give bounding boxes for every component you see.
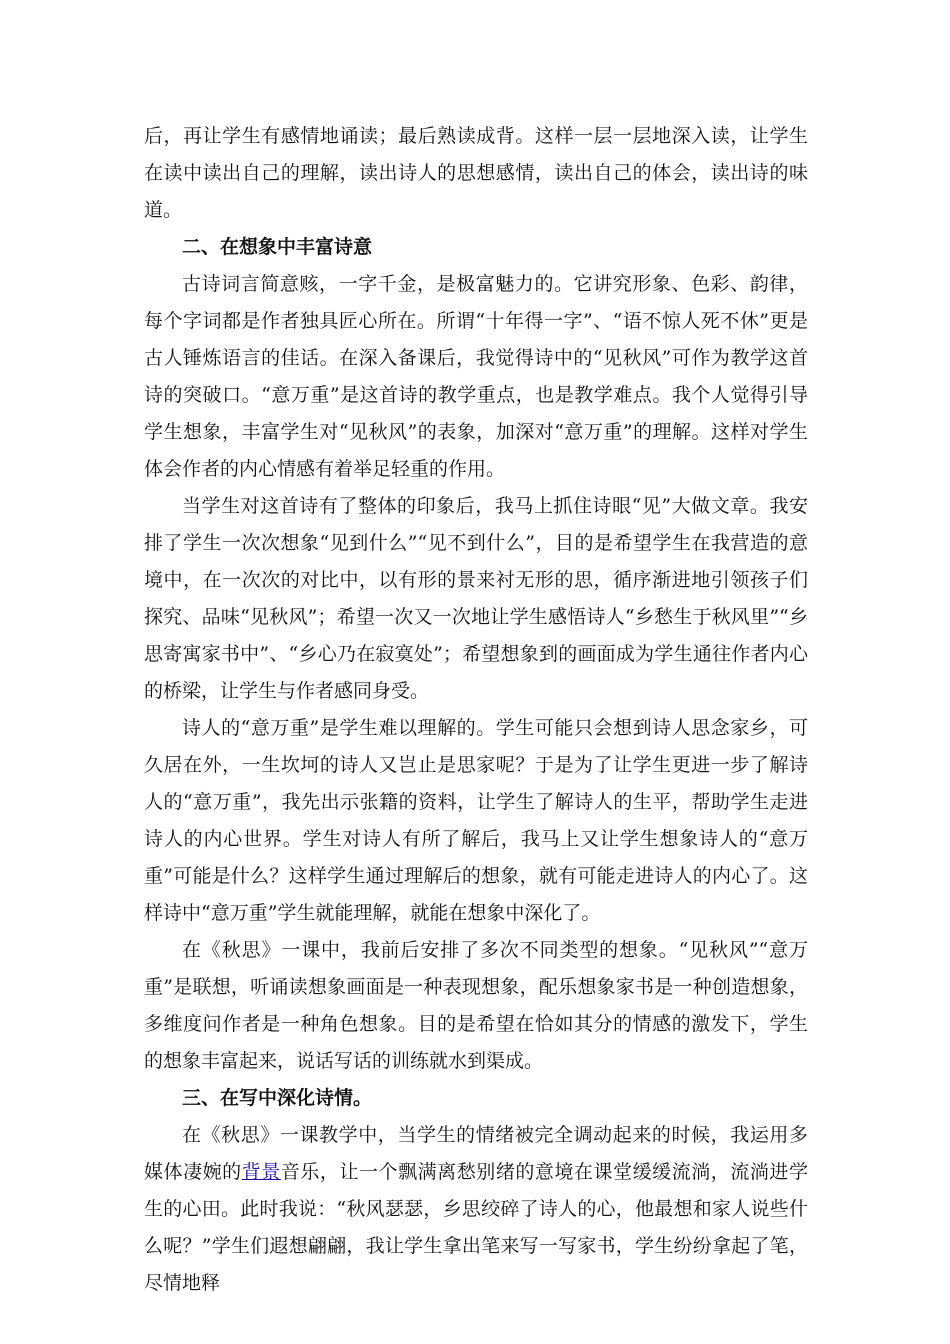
section-2-heading: 二、在想象中丰富诗意	[182, 236, 373, 258]
document-body	[144, 118, 808, 1302]
section-2-paragraph-4: 在《秋思》一课中，我前后安排了多次不同类型的想象。“见秋风”“意万重”是联想，听诵读想象画面是一种表现想象，配乐想象家书是一种创造想象，多维度问作者是一种角色想象。目的是希望在恰如其分的情感的激发下，学生的想象丰富起来，说话写话的训练就水到渠成。	[144, 939, 808, 1072]
background-link[interactable]: 背景	[241, 1161, 281, 1183]
section-3-paragraph-1	[144, 1117, 808, 1302]
section-3-heading: 三、在写中深化诗情。	[182, 1087, 373, 1109]
section-2-paragraph-1: 古诗词言简意赅，一字千金，是极富魅力的。它讲究形象、色彩、韵律，每个字词都是作者独具匠心所在。所谓“十年得一字”、“语不惊人死不休”更是古人锤炼语言的佳话。在深入备课后，我觉得诗中的“见秋风”可作为教学这首诗的突破口。“意万重”是这首诗的教学重点，也是教学难点。我个人觉得引导学生想象，丰富学生对“见秋风”的表象，加深对“意万重”的理解。这样对学生体会作者的内心情感有着举足轻重的作用。	[144, 273, 808, 480]
section-2-paragraph-2: 当学生对这首诗有了整体的印象后，我马上抓住诗眼“见”大做文章。我安排了学生一次次想象“见到什么”“见不到什么”，目的是希望学生在我营造的意境中，在一次次的对比中，以有形的景来衬无形的思，循序渐进地引领孩子们探究、品味“见秋风”；希望一次又一次地让学生感悟诗人“乡愁生于秋风里”“乡思寄寓家书中”、“乡心乃在寂寞处”；希望想象到的画面成为学生通往作者内心的桥梁，让学生与作者感同身受。	[144, 495, 808, 702]
section-3-text-after-link: 音乐，让一个飘满离愁别绪的意境在课堂缓缓流淌，流淌进学生的心田。此时我说：“秋风瑟瑟，乡思绞碎了诗人的心，他最想和家人说些什么呢？”学生们遐想翩翩，我让学生拿出笔来写一写家书，学生纷纷拿起了笔，尽情地释	[144, 1161, 808, 1294]
intro-paragraph: 后，再让学生有感情地诵读；最后熟读成背。这样一层一层地深入读，让学生在读中读出自己的理解，读出诗人的思想感情，读出自己的体会，读出诗的味道。	[144, 125, 808, 221]
section-2-paragraph-3: 诗人的“意万重”是学生难以理解的。学生可能只会想到诗人思念家乡，可久居在外，一生坎坷的诗人又岂止是思家呢？于是为了让学生更进一步了解诗人的“意万重”，我先出示张籍的资料，让学生了解诗人的生平，帮助学生走进诗人的内心世界。学生对诗人有所了解后，我马上又让学生想象诗人的“意万重”可能是什么？这样学生通过理解后的想象，就有可能走进诗人的内心了。这样诗中“意万重”学生就能理解，就能在想象中深化了。	[144, 717, 808, 924]
section-3-text-before-link: 在《秋思》一课教学中，当学生的情绪被完全调动起来的时候，我运用多媒体凄婉的	[144, 1124, 808, 1183]
